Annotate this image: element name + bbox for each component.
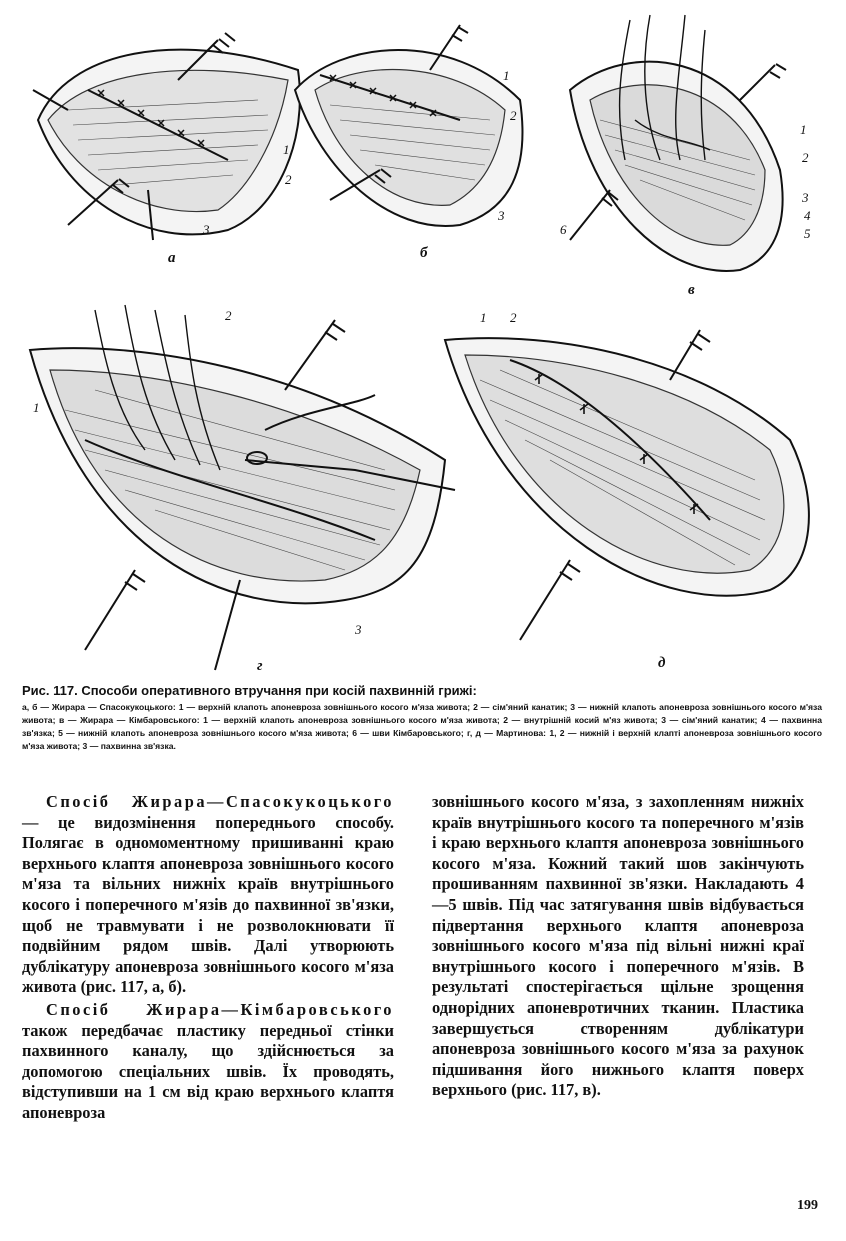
panel-letter-b: б [420,245,428,261]
paragraph-1-body: — це видозмінення попереднього способу. Полягає в одномоментному пришиванні краю верхнього клаптя апоневроза зовнішнього косого м'яза та вільних нижніх країв внутрішнього косого і поперечного м'язів до пахвинної зв'язки, щоб не травмувати і не розволокнювати її подвійним рядом швів. Далі утворюють дублікатуру апоневроза зовнішнього косого м'яза живота (рис. 117, а, б). [22,812,394,997]
label-a-3: 3 [203,222,210,237]
panel-letter-e: д [658,655,666,671]
label-c-2: 2 [802,150,809,165]
figure-caption [22,683,822,753]
panel-letter-c: в [688,282,695,298]
label-e-2: 2 [510,310,517,325]
paragraph-2-body: також передбачає пластику передньої стінки пахвинного каналу, що здійснюється за допомогою спеціальних швів. Їх проводять, відступивши на 1 см від краю верхнього клаптя апоневроза [22,1020,394,1122]
label-b-2: 2 [510,108,517,123]
panel-letter-d: г [257,658,263,674]
label-c-3: 3 [802,190,809,205]
figure-panel-d [25,300,465,680]
label-a-1: 1 [283,142,290,157]
label-a-2: 2 [285,172,292,187]
method-term-1: Спосіб Жирара—Спасокукоцького [46,792,394,811]
label-c-6: 6 [560,222,567,237]
label-d-1: 1 [33,400,40,415]
label-c-1: 1 [800,122,807,137]
text-column-left [22,792,394,1124]
paragraph-2 [22,1000,394,1124]
label-d-2: 2 [225,308,232,323]
surgical-illustration-d [25,300,465,680]
label-c-5: 5 [804,226,811,241]
caption-legend: а, б — Жирара — Спасокукоцького: 1 — верхній клапоть апоневроза зовнішнього косого м'яза живота; 2 — сім'яний канатик; 3 — нижній клапоть апоневроза зовнішнього косого м'яза живота; в — Жирара — Кімбаровського: 1 — верхній клапоть апоневроза зовнішнього косого м'яза живота; 2 — внутрішній косий м'яз живота; 3 — сім'яний канатик; 4 — пахвинна зв'язка; 5 — нижній клапоть апоневроза зовнішнього косого м'яза живота; 6 — шви Кімбаровського; г, д — Мартинова: 1, 2 — нижній і верхній клапті апоневроза зовнішнього косого м'яза живота; 3 — пахвинна зв'язка. [22,702,822,751]
surgical-illustration-c [540,10,830,300]
figure-panel-e [440,300,830,680]
figure-panel-a [28,10,318,266]
paragraph-1 [22,792,394,998]
page-number: 199 [797,1198,818,1213]
paragraph-3: зовнішнього косого м'яза, з захопленням нижніх країв внутрішнього косого та поперечного м'язів і краю верхнього клаптя апоневроза зовнішнього косого м'яза. Кожний такий шов закінчують прошиванням пахвинної зв'язки. Накладають 4—5 швів. Під час затягування швів відбувається підвертання верхнього клаптя апоневроза зовнішнього косого м'яза під вільні нижні краї внутрішнього косого і поперечного м'язів. В результаті спостерігається щільне зрощення однорідних апоневротичних тканин. Пластика завершується створенням дублікатури апоневроза зовнішнього косого м'яза за рахунок підшивання його нижнього клаптя поверх верхнього (рис. 117, в). [432,792,804,1100]
surgical-illustration-a [28,10,318,250]
label-d-3: 3 [355,622,362,637]
label-b-3: 3 [498,208,505,223]
caption-title: Рис. 117. Способи оперативного втручання при косій пахвинній грижі: [22,683,477,698]
label-b-1: 1 [503,68,510,83]
figure-panel-b [290,10,540,261]
label-c-4: 4 [804,208,811,223]
method-term-2: Спосіб Жирара—Кімбаровського [46,999,394,1019]
text-column-right [432,792,804,1101]
panel-letter-a: а [168,250,176,266]
surgical-illustration-e [440,300,830,680]
figure-panel-c [540,10,830,300]
label-e-1: 1 [480,310,487,325]
